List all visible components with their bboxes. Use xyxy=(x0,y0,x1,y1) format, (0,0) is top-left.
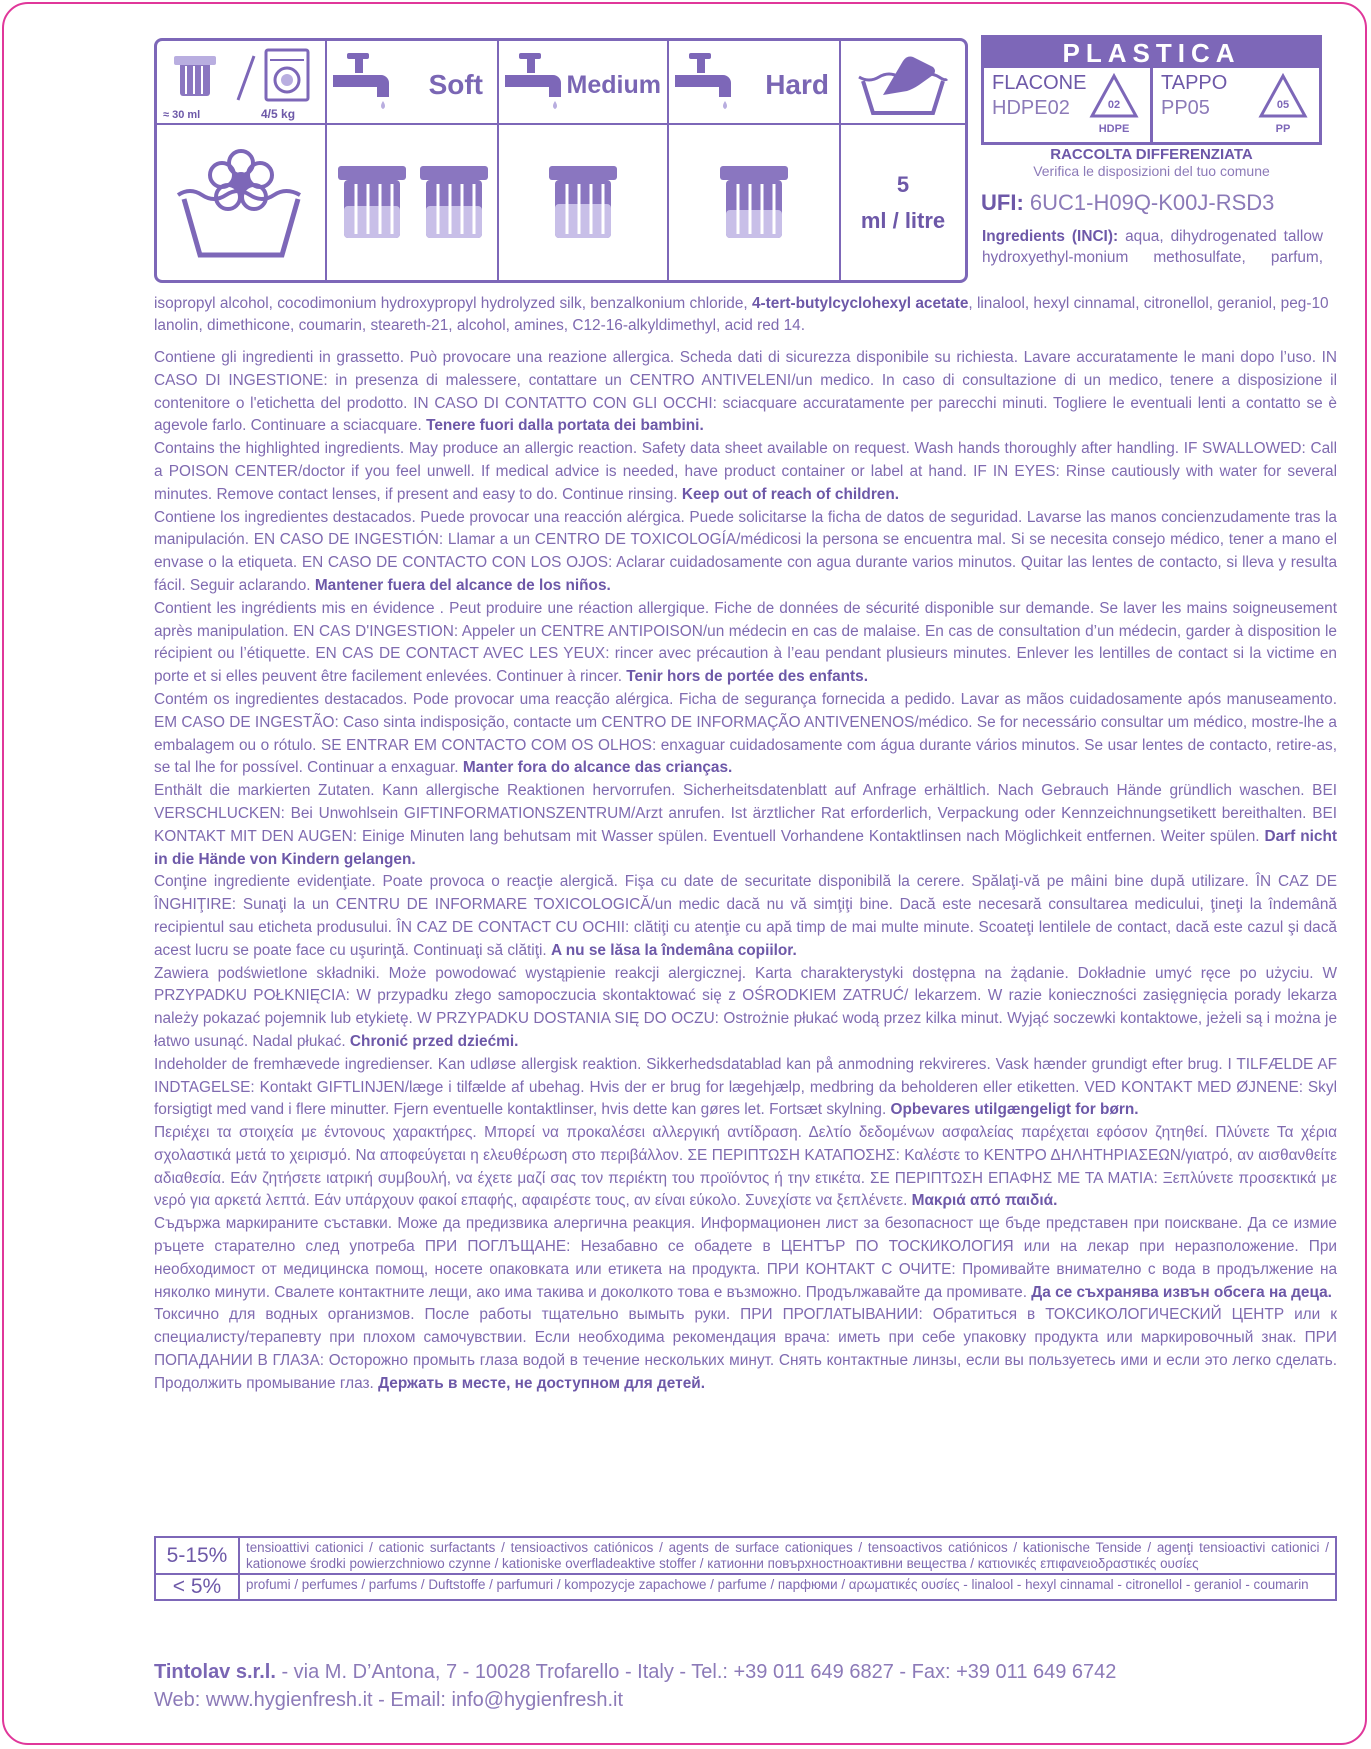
warning-text: Contient les ingrédients mis en évidence . Peut produire une réaction allergique. Fiche de données de sécurité disponible sur demande. Se laver les mains soigneusement après manipulation. EN CAS D'INGESTION: Appeler un CENTRE ANTIPOISON/un médecin en cas de malaise. En cas de consultation d’un médecin, garder à disposition le récipient ou l’étiquette. EN CAS DE CONTACT AVEC LES YEUX: rincer avec précaution à l’eau pendant plusieurs minutes. Enlever les lentilles de contact si la victime en porte et si elles peuvent être facilement enlevées. Continuer à rincer. xyxy=(154,599,1337,686)
composition-table xyxy=(154,1536,1337,1601)
faucet-hard-icon xyxy=(673,47,733,117)
footer-line-1 xyxy=(154,1658,1116,1686)
warning-bg xyxy=(154,1213,1337,1304)
warning-pl xyxy=(154,963,1337,1054)
warning-en xyxy=(154,438,1337,506)
flacone-code: HDPE02 xyxy=(992,97,1070,119)
water-medium-cell xyxy=(499,41,669,125)
warning-bold: Opbevares utilgængeligt for børn. xyxy=(890,1101,1139,1119)
raccolta-title: RACCOLTA DIFFERENZIATA xyxy=(1050,146,1253,163)
warning-text: Съдържа маркираните съставки. Може да предизвика алергична реакция. Информационен лист за безопасност ще бъде представен при поискване. Да се измие ръцете старателно след употреба ПРИ ПОГЛЪЩАНЕ: Незабавно се обадете в ЦЕНТЪР ПО ТОСКИКОЛОГИЯ или на лекар при неразположение. При необходимост от медицинска помощ, носете опаковката или етикета на продукта. ПРИ КОНТАКТ С ОЧИТЕ: Промивайте внимателно с вода в продължение на няколко минути. Свалете контактните лещи, ако има такива и доколкото това е възможно. Продължавайте да промивате. xyxy=(154,1215,1337,1301)
cap-medium-icon xyxy=(543,158,623,248)
dose-cell xyxy=(157,41,327,125)
composition-percent: 5-15% xyxy=(156,1538,240,1573)
warning-bold: Μακριά από παιδιά. xyxy=(911,1192,1058,1210)
hdpe-number: 02 xyxy=(1107,99,1121,111)
warning-ro xyxy=(154,871,1337,962)
company-name: Tintolav s.r.l. xyxy=(154,1661,276,1683)
warning-text: Indeholder de fremhævede ingredienser. Kan udløse allergisk reaktion. Sikkerhedsdatablad kan på anmodning rekvireres. Vask hænder grundigt efter brug. I TILFÆLDE AF INDTAGELSE: Kontakt GIFTLINJEN/læge i tilfælde af ubehag. Hvis der er brug for lægehjælp, medbring da beholderen eller etiketten. VED KONTAKT MED ØJNENE: Skyl forsigtigt med vand i flere minutter. Fjern eventuelle kontaktlinser, hvis dette kan gøres let. Fortsæt skylning. xyxy=(154,1055,1337,1119)
warning-pt xyxy=(154,689,1337,780)
warning-de xyxy=(154,780,1337,871)
tappo-code: PP05 xyxy=(1161,97,1210,119)
warning-bold: Tenere fuori dalla portata dei bambini. xyxy=(426,417,704,435)
composition-desc: profumi / perfumes / parfums / Duftstoffe / parfumuri / kompozycje zapachowe / parfume / парфюми / αρωματικές ουσίες - linalool - hexyl cinnamal - citronellol - geraniol - coumarin xyxy=(246,1577,1309,1593)
warning-da xyxy=(154,1054,1337,1122)
warning-fr xyxy=(154,598,1337,689)
warning-bold: Manter fora do alcance das crianças. xyxy=(462,759,733,777)
flacone-box xyxy=(984,68,1150,142)
composition-row xyxy=(156,1538,1335,1573)
dose-soft-cell xyxy=(327,125,499,280)
handwash-dose-unit: ml / litre xyxy=(860,207,946,233)
ufi-value: 6UC1-H09Q-K00J-RSD3 xyxy=(1029,190,1275,215)
handwash-cell xyxy=(841,41,965,125)
composition-percent: < 5% xyxy=(156,1575,240,1599)
warning-text: Токсично для водных организмов. После работы тщательно вымыть руки. ПРИ ПРОГЛАТЫВАНИИ: Обратиться в ТОКСИКОЛОГИЧЕСКИЙ ЦЕНТР или к специалисту/терапевту при плохом самочувствии. Если необходима рекомендация врача: иметь при себе упаковку продукта или маркировочный знак. ПРИ ПОПАДАНИИ В ГЛАЗА: Осторожно промыть глаза водой в течение нескольких минут. Снять контактные линзы, если вы пользуетесь ими и если это легко сделать. Продолжить промывание глаз. xyxy=(154,1306,1337,1392)
warning-text: Contains the highlighted ingredients. May produce an allergic reaction. Safety data sheet available on request. Wash hands thoroughly after handling. IF SWALLOWED: Call a POISON CENTER/doctor if you feel unwell. If medical advice is needed, have product container or label at hand. IF IN EYES: Rinse cautiously with water for several minutes. Remove contact lenses, if present and easy to do. Continue rinsing. xyxy=(154,440,1337,503)
tappo-label: TAPPO xyxy=(1161,72,1228,94)
water-soft-cell xyxy=(327,41,499,125)
ufi-label: UFI: xyxy=(981,190,1024,215)
warning-paragraphs xyxy=(154,347,1337,1396)
warning-text: Contiene los ingredientes destacados. Puede provocar una reacción alérgica. Puede solicitarse la ficha de datos de seguridad. Lavarse las manos concienzudamente tras la manipulación. EN CASO DE INGESTIÓN: Llamar a un CENTRO DE TOXICOLOGÍA/médicosi la persona se encuentra mal. Si se necesita consejo médico, tener a mano el envase o la etiqueta. EN CASO DE CONTACTO CON LOS OJOS: Aclarar cuidadosamente con agua durante varios minutos. Quitar las lentes de contacto, si lleva y resulta fácil. Seguir aclarando. xyxy=(154,508,1337,594)
composition-desc: tensioattivi cationici / cationic surfactants / tensioactivos catiónicos / agents de surface cationiques / tensoactivos catiónicos / kationische Tenside / agenţi tensioactivi cationici / kationowe środki powierzchniowo czynne / kationiske overfladeaktive stoffer / катионни повърхностноактивни вещества / κατιονικές επιφανειοδραστικές ουσίες xyxy=(246,1540,1329,1571)
raccolta-sub: Verifica le disposizioni del tuo comune xyxy=(1033,163,1270,179)
company-address: - via M. D’Antona, 7 - 10028 Trofarello - Italy - Tel.: +39 011 649 6827 - Fax: +39 011 649 6742 xyxy=(275,1661,1117,1683)
ingredients-top-text: aqua, dihydrogenated tallow hydroxyethyl-monium methosulfate, parfum, xyxy=(982,228,1324,266)
two-caps-icon xyxy=(332,158,492,248)
warning-text: Περιέχει τα στοιχεία με έντονους χαρακτήρες. Μπορεί να προκαλέσει αλλεργική αντίδραση. Δελτίο δεδομένων ασφαλείας παρέχεται εφόσον ζητηθεί. Πλύνετε Τα χέρια σχολαστικά μετά το χειρισμό. Να αποφεύγεται η ελευθέρωση στο περιβάλλον. ΣΕ ΠΕΡΙΠΤΩΣΗ ΚΑΤΑΠΟΣΗΣ: Καλέστε το ΚΕΝΤΡΟ ΔΗΛΗΤΗΡΙΑΣΕΩΝ/γιατρό, αν αισθανθείτε αδιαθεσία. Εάν ζητήσετε ιατρική συμβουλή, να έχετε μαζί σας τον περιέκτη του προϊόντος ή την ετικέτα. ΣΕ ΠΕΡΙΠΤΩΣΗ ΕΠΑΦΗΣ ΜΕ ΤΑ ΜΑΤΙΑ: Ξεπλύνετε προσεκτικά με νερό για αρκετά λεπτά. Εάν υπάρχουν φακοί επαφής, αφαιρέστε τους, αν είναι εύκολο. Συνεχίστε να ξεπλένετε. xyxy=(154,1124,1337,1210)
ingredients-top xyxy=(982,226,1323,268)
handwash-dose-cell xyxy=(841,125,965,280)
recycle-pp-icon xyxy=(1255,72,1311,136)
pp-number: 05 xyxy=(1276,99,1290,111)
warning-bold: A nu se lăsa la îndemâna copiilor. xyxy=(550,941,797,959)
warning-el xyxy=(154,1122,1337,1213)
faucet-soft-icon xyxy=(331,47,391,117)
ingredients-continued xyxy=(154,293,1337,337)
warning-text: Contiene gli ingredienti in grassetto. Può provocare una reazione allergica. Scheda dati di sicurezza disponibile su richiesta. Lavare accuratamente le mani dopo l’uso. IN CASO DI INGESTIONE: in presenza di malessere, contattare un CENTRO ANTIVELENI/un medico. In caso di consultazione di un medico, tenere a disposizione il contenitore o l'etichetta del prodotto. IN CASO DI CONTATTO CON GLI OCCHI: sciacquare accuratamente per parecchi minuti. Togliere le eventuali lenti a contatto se è agevole farlo. Continuare a sciacquare. xyxy=(154,349,1337,435)
warning-bold: Chronić przed dziećmi. xyxy=(349,1032,519,1050)
raccolta-note xyxy=(981,146,1322,179)
ingredients-cont-2: , linalool, hexyl cinnamal, citronellol, geraniol, peg-10 lanolin, dimethicone, coumarin, steareth-21, alcohol, amines, C12-16-alkyldimethyl, acid red 14. xyxy=(154,295,1329,334)
ufi-code xyxy=(981,190,1274,216)
dose-ml-label: ≈ 30 ml xyxy=(163,109,201,121)
warning-bold: Darf nicht in die Hände von Kindern gelangen. xyxy=(154,827,1338,868)
pp-text: PP xyxy=(1275,123,1291,135)
wash-temp-cell xyxy=(157,125,327,280)
water-medium-label: Medium xyxy=(566,71,661,99)
water-hard-cell xyxy=(669,41,841,125)
water-soft-label: Soft xyxy=(428,69,483,100)
warning-es xyxy=(154,507,1337,598)
wash-basin-flower-icon xyxy=(176,143,306,263)
handwash-icon xyxy=(853,45,953,119)
warning-bold: Tenir hors de portée des enfants. xyxy=(626,668,868,686)
composition-row xyxy=(156,1573,1335,1599)
machine-kg-label: 4/5 kg xyxy=(261,107,296,121)
ingredients-cont-bold: 4-tert-butylcyclohexyl acetate xyxy=(751,295,969,312)
ingredients-cont-1: isopropyl alcohol, cocodimonium hydroxypropyl hydrolyzed silk, benzalkonium chloride, xyxy=(154,295,752,312)
warning-ru xyxy=(154,1304,1337,1395)
handwash-dose-number: 5 xyxy=(896,171,910,197)
cap-hard-icon xyxy=(714,158,794,248)
dose-hard-cell xyxy=(669,125,841,280)
recycle-hdpe-icon xyxy=(1086,72,1142,136)
warning-text: Contém os ingredientes destacados. Pode provocar uma reacção alérgica. Ficha de segurança fornecida a pedido. Lavar as mãos cuidadosamente após manuseamento. EM CASO DE INGESTÃO: Caso sinta indisposição, contacte um CENTRO DE INFORMAÇÃO ANTIVENENOS/médico. Se for necessário consultar um médico, mostre-lhe a embalagem ou o rótulo. SE ENTRAR EM CONTACTO COM OS OLHOS: enxaguar cuidadosamente com água durante vários minutos. Se usar lentes de contacto, retire-as, se tal lhe for possível. Continuar a enxaguar. xyxy=(154,690,1337,777)
plastica-title: PLASTICA xyxy=(984,38,1319,68)
warning-text: Enthält die markierten Zutaten. Kann allergische Reaktionen hervorrufen. Sicherheitsdatenblatt auf Anfrage erhältlich. Nach Gebrauch Hände gründlich waschen. BEI VERSCHLUCKEN: Bei Unwohlsein GIFTINFORMATIONSZENTRUM/Arzt anrufen. Ist ärztlicher Rat erforderlich, Verpackung oder Kennzeichnungsetikett bereithalten. BEI KONTAKT MIT DEN AUGEN: Einige Minuten lang behutsam mit Wasser spülen. Eventuell Vorhandene Kontaktlinsen nach Möglichkeit entfernen. Weiter spülen. xyxy=(154,782,1337,845)
warning-text: Zawiera podświetlone składniki. Może powodować wystąpienie reakcji alergicznej. Karta charakterystyki dostępna na żądanie. Dokładnie umyć ręce po użyciu. W PRZYPADKU POŁKNIĘCIA: W przypadku złego samopoczucia skontaktować się z OŚRODKIEM ZATRUĆ/ lekarzem. W razie konieczności zasięgnięcia porady lekarza należy pokazać pojemnik lub etykietę. W PRZYPADKU DOSTANIA SIĘ DO OCZU: Ostrożnie płukać wodą przez kilka minut. Wyjąć soczewki kontaktowe, jeżeli są i można je łatwo usunąć. Nadal płukać. xyxy=(154,964,1337,1050)
hdpe-text: HDPE xyxy=(1098,123,1130,135)
warning-text: Conţine ingrediente evidenţiate. Poate provoca o reacţie alergică. Fişa cu date de securitate disponibilă la cerere. Spălaţi-vă pe mâini bine după utilizare. ÎN CAZ DE ÎNGHIŢIRE: Sunaţi la un CENTRU DE INFORMARE TOXICOLOGICĂ/un medic dacă nu vă simţiţi bine. Dacă este necesară consultarea medicului, ţineţi la îndemână recipientul sau eticheta produsului. ÎN CAZ DE CONTACT CU OCHII: clătiţi cu atenţie cu apă timp de mai multe minute. Scoateţi lentilele de contact, dacă este cazul şi dacă acest lucru se poate face cu uşurinţă. Continuaţi să clătiţi. xyxy=(154,873,1337,959)
ingredients-label: Ingredients (INCI): xyxy=(982,228,1119,245)
warning-bold: Да се съхранява извън обсега на деца. xyxy=(1031,1283,1332,1301)
warning-bold: Keep out of reach of children. xyxy=(681,485,900,503)
dose-medium-cell xyxy=(499,125,669,280)
warning-bold: Держать в месте, не доступном для детей. xyxy=(378,1374,705,1392)
footer-line-2: Web: www.hygienfresh.it - Email: info@hygienfresh.it xyxy=(154,1689,624,1711)
flacone-label: FLACONE xyxy=(992,72,1087,94)
company-footer xyxy=(154,1658,1116,1714)
recycling-box xyxy=(981,35,1322,145)
tappo-box xyxy=(1150,68,1319,142)
faucet-medium-icon xyxy=(503,47,563,117)
water-hard-label: Hard xyxy=(765,69,829,100)
warning-bold: Mantener fuera del alcance de los niños. xyxy=(314,576,611,594)
warning-it xyxy=(154,347,1337,438)
dosage-table xyxy=(154,38,968,283)
